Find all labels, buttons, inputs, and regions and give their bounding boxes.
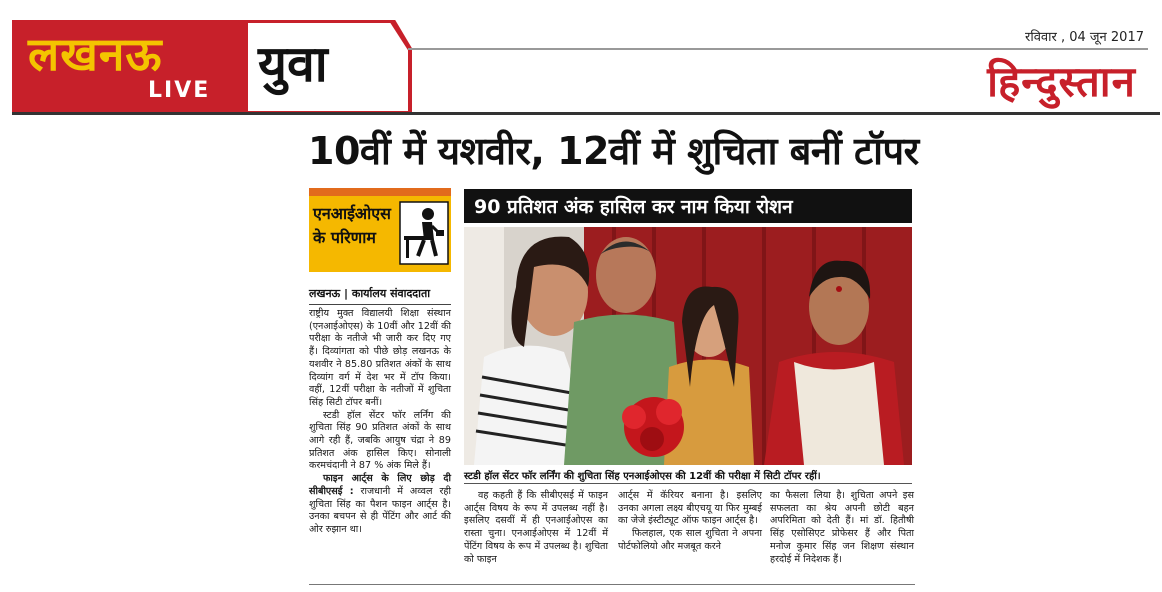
article-paragraph: फिलहाल, एक साल शुचिता ने अपना पोर्टफोलियो और मजबूत करने	[618, 528, 762, 552]
article-paragraph: राजधानी में अव्वल रही शुचिता सिंह का पैशन फाइन आर्ट्स है। उनका बचपन से ही पेंटिंग और आर्ट की ओर रुझान था।	[309, 485, 451, 535]
article-column-3	[618, 490, 762, 554]
article-column-2	[464, 490, 608, 566]
article-subhead: फाइन आर्ट्स के लिए छोड़ दी सीबीएसई :	[309, 473, 451, 497]
page-headline: 10वीं में यशवीर, 12वीं में शुचिता बनीं टॉपर	[308, 129, 919, 173]
article-paragraph: का फैसला लिया है। शुचिता अपने इस सफलता का श्रेय अपनी छोटी बहन अपरिमिता को देती हैं। मां डॉ. हितौषी सिंह एसोसिएट प्रोफेसर हैं और पिता मनोज कुमार सिंह जन शिक्षण संस्थान हरदोई में निदेशक हैं।	[770, 490, 914, 565]
byline-rule	[309, 304, 451, 305]
caption-rule	[464, 483, 912, 484]
student-at-desk-icon	[398, 200, 450, 266]
byline: लखनऊ | कार्यालय संवाददाता	[309, 287, 431, 300]
photo-caption: स्टडी हॉल सेंटर फॉर लर्निंग की शुचिता सिंह एनआईओएस की 12वीं की परीक्षा में सिटी टॉपर रहीं।	[464, 471, 821, 482]
news-photo	[464, 227, 912, 465]
photo-title: 90 प्रतिशत अंक हासिल कर नाम किया रोशन	[474, 196, 793, 218]
article-column-1	[309, 308, 451, 537]
article-paragraph: आर्ट्स में कॅरियर बनाना है। इसलिए उनका अगला लक्ष्य बीएचयू या फिर मुम्बई का जेजे इंस्टीट्यूट ऑफ फाइन आर्ट्स है।	[618, 490, 762, 527]
article-paragraph: वह कहती हैं कि सीबीएसई में फाइन आर्ट्स विषय के रूप में उपलब्ध नहीं है। इसलिए दसवीं में ही एनआईओएस का रास्ता चुना। एनआईओएस में 12वीं में पेंटिंग विषय के रूप में उपलब्ध है। शुचिता को फाइन	[464, 490, 608, 565]
nios-label-line1: एनआईओएस	[313, 204, 391, 223]
masthead-section-title: युवा	[258, 34, 328, 93]
masthead-live: LIVE	[148, 78, 211, 103]
newspaper-logo: हिन्दुस्तान	[987, 57, 1136, 106]
article-paragraph: राष्ट्रीय मुक्त विद्यालयी शिक्षा संस्थान (एनआईओएस) के 10वीं और 12वीं की परीक्षा के नतीजे भी जारी कर दिए गए हैं। दिव्यांगता को पीछे छोड़ लखनऊ के यशवीर ने 85.80 प्रतिशत अंकों के साथ दिव्यांग वर्ग में देश भर में टॉप किया। वहीं, 12वीं परीक्षा के नतीजों में शुचिता सिंह सिटी टॉपर बनीं।	[309, 308, 451, 408]
nios-box-stripe	[309, 188, 451, 196]
article-column-4	[770, 490, 914, 566]
masthead-divider	[408, 48, 1148, 50]
masthead-rule	[12, 112, 1160, 115]
masthead-city: लखनऊ	[28, 27, 163, 81]
nios-box-label	[313, 202, 405, 250]
issue-date: रविवार , 04 जून 2017	[1025, 30, 1144, 45]
footer-rule	[309, 584, 915, 585]
article-paragraph: स्टडी हॉल सेंटर फॉर लर्निंग की शुचिता सिंह 90 प्रतिशत अंकों के साथ आगे रही हैं, जबकि आयुष चंद्रा ने 89 प्रतिशत अंक हासिल किए। सोनाली करमचंदानी ने 87 % अंक मिले हैं।	[309, 409, 451, 472]
nios-label-line2: के परिणाम	[313, 228, 376, 247]
